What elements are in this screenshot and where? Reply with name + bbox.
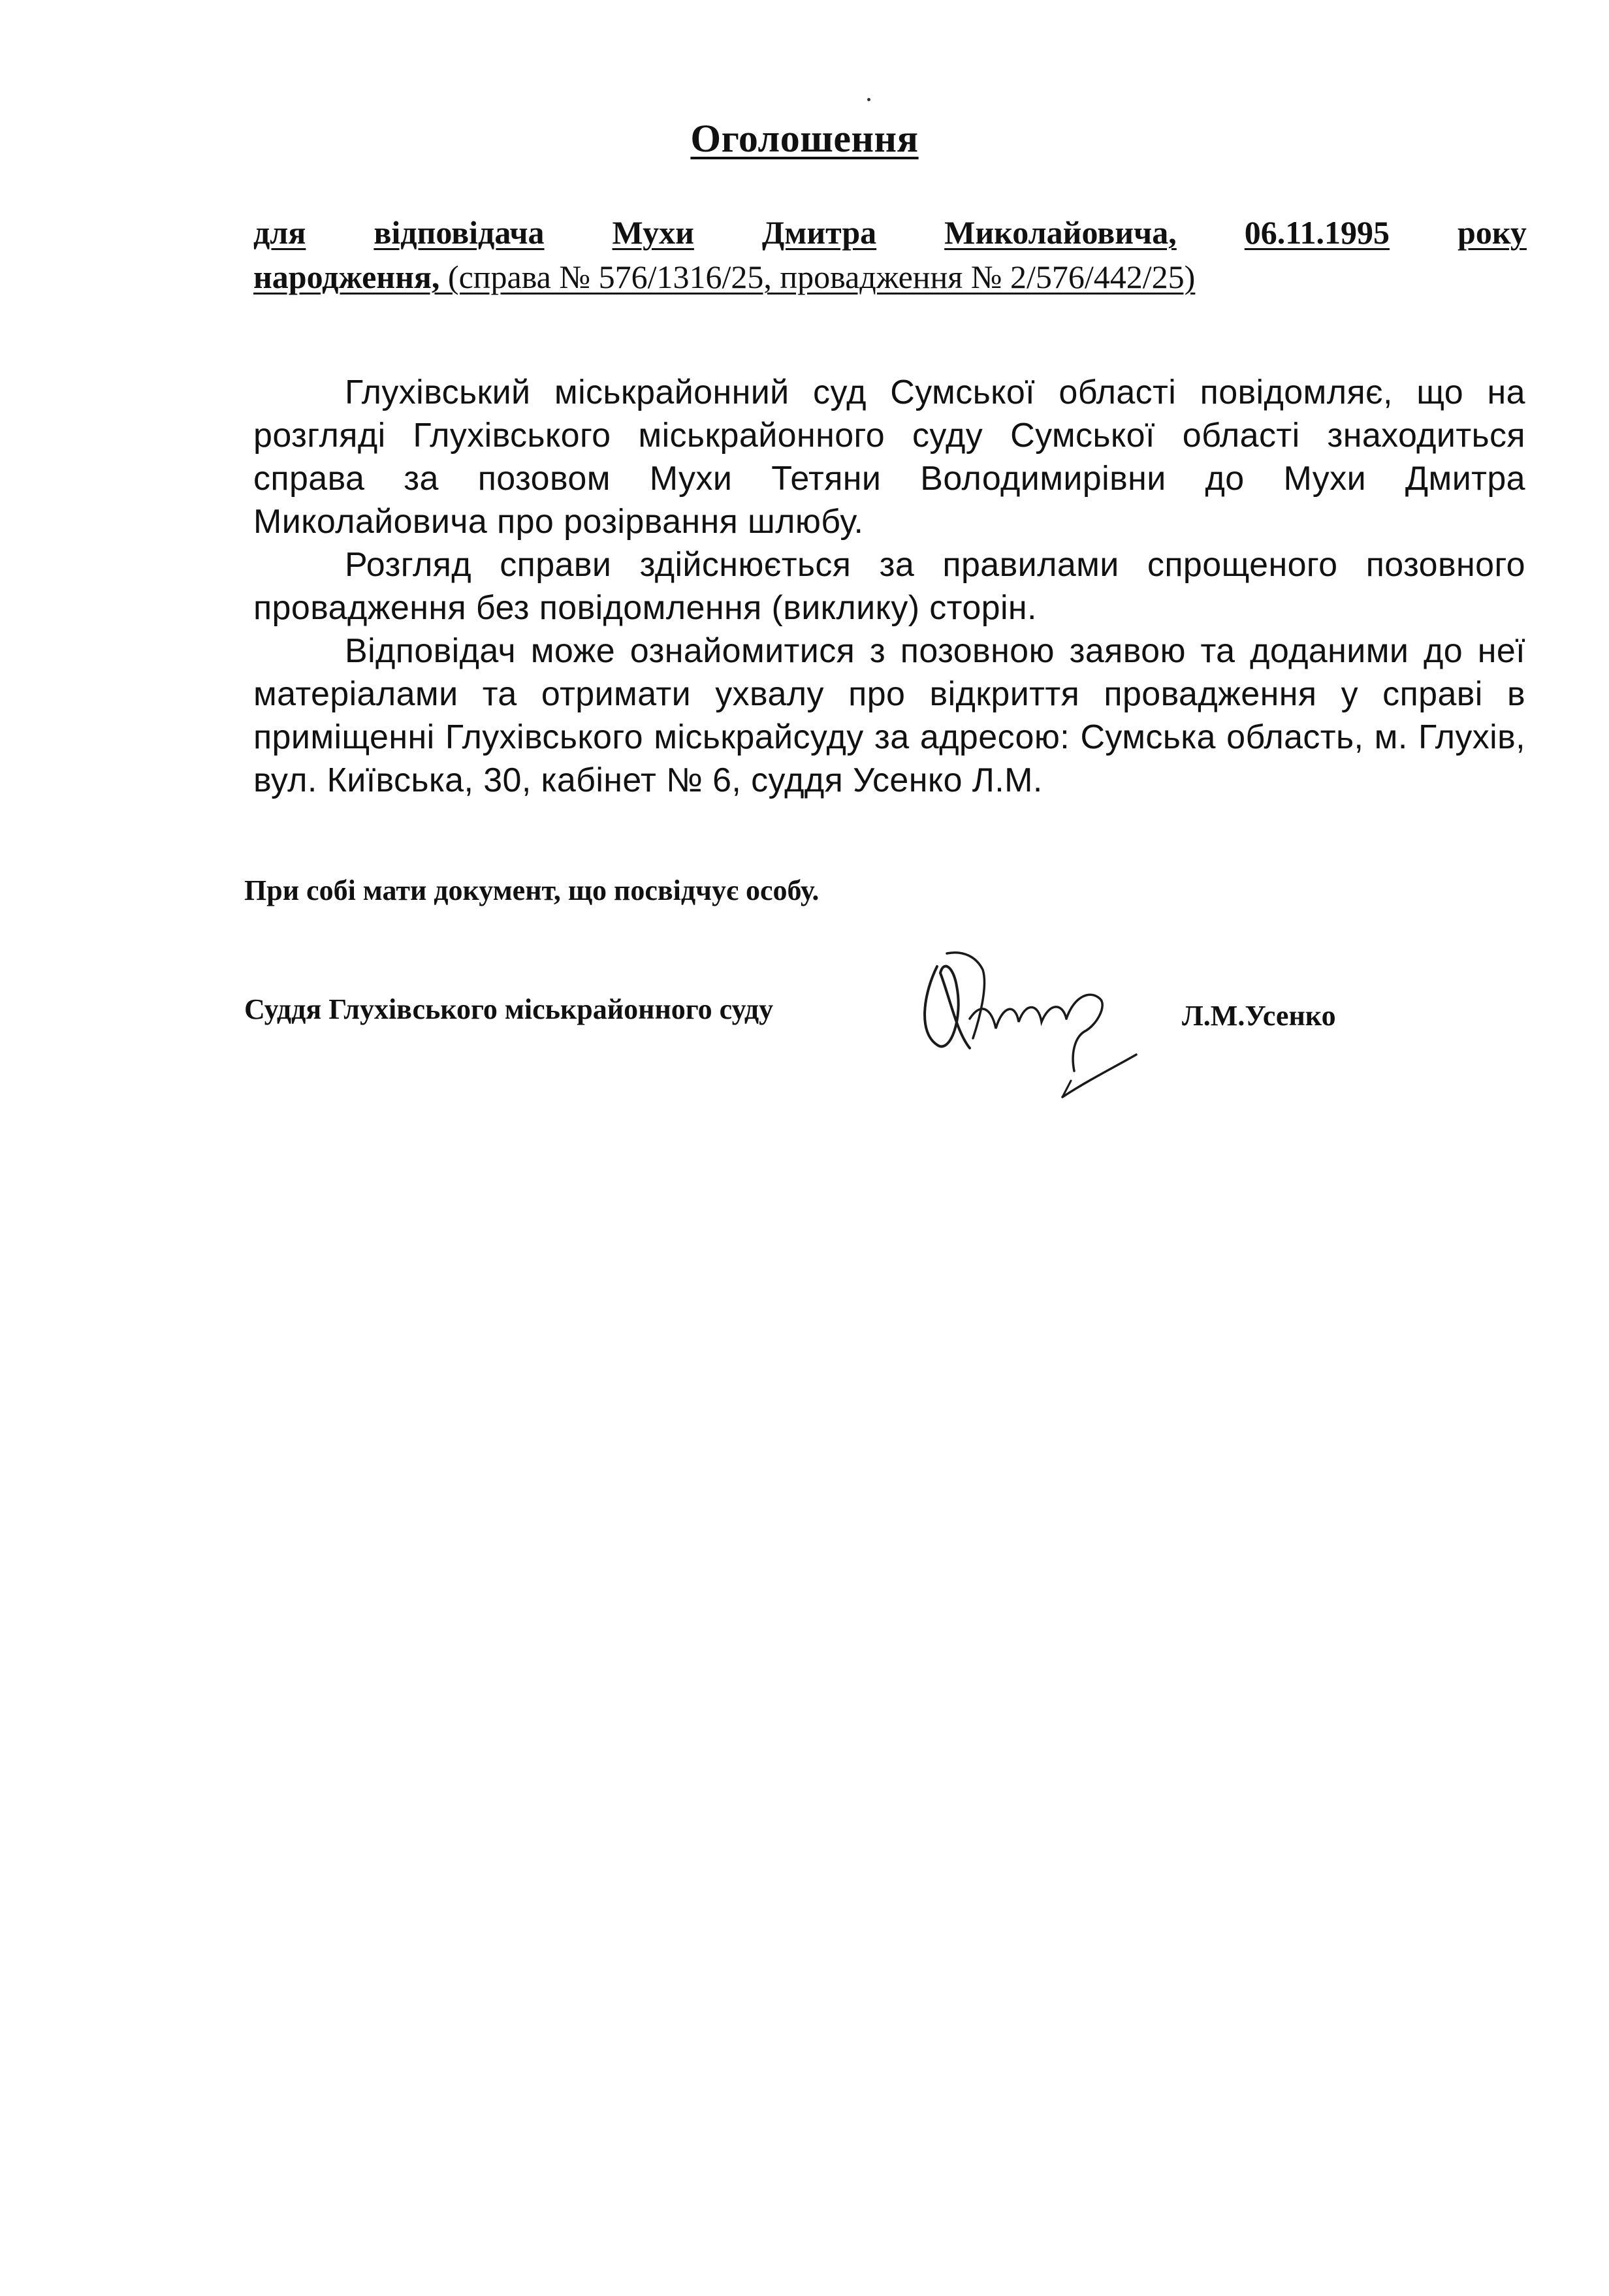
announcement-body [253, 371, 1525, 802]
subject-word: Миколайовича, [944, 214, 1177, 251]
subject-line-1 [253, 210, 1527, 255]
paragraph: Глухівський міськрайонний суд Сумської області повідомляє, що на розгляді Глухівського міськрайонного суду Сумської області знаходиться справа за позовом Мухи Тетяни Володимирівни до Мухи Дмитра Миколайовича про розірвання шлюбу. [253, 374, 1525, 541]
subject-line-2 [253, 255, 1527, 299]
subject-word: року [1458, 214, 1527, 251]
subject-line [253, 210, 1527, 299]
case-reference: (справа № 576/1316/25, провадження № 2/576/442/25) [439, 259, 1196, 295]
paragraph: Розгляд справи здійснюється за правилами спрощеного позовного провадження без повідомлення (виклику) сторін. [253, 546, 1525, 627]
judge-name: Л.М.Усенко [1182, 1000, 1336, 1032]
subject-word: для [253, 214, 306, 251]
subject-word: відповідача [374, 214, 545, 251]
paragraph: Відповідач може ознайомитися з позовною заявою та доданими до неї матеріалами та отримати ухвалу про відкриття провадження у справі в приміщенні Глухівського міськрайсуду за адресою: Сумська область, м. Глухів, вул. Київська, 30, кабінет № 6, суддя Усенко Л.М. [253, 632, 1525, 799]
scan-dot [867, 98, 870, 101]
subject-bold: народження, [253, 259, 440, 295]
signature-label: Суддя Глухівського міськрайонного суду [244, 993, 774, 1025]
document-title: Оголошення [690, 117, 919, 160]
subject-word: Мухи [612, 214, 694, 251]
handwritten-signature [911, 940, 1159, 1104]
id-document-note: При собі мати документ, що посвідчує особу. [244, 874, 820, 906]
subject-word: Дмитра [761, 214, 877, 251]
subject-word: 06.11.1995 [1244, 214, 1390, 251]
